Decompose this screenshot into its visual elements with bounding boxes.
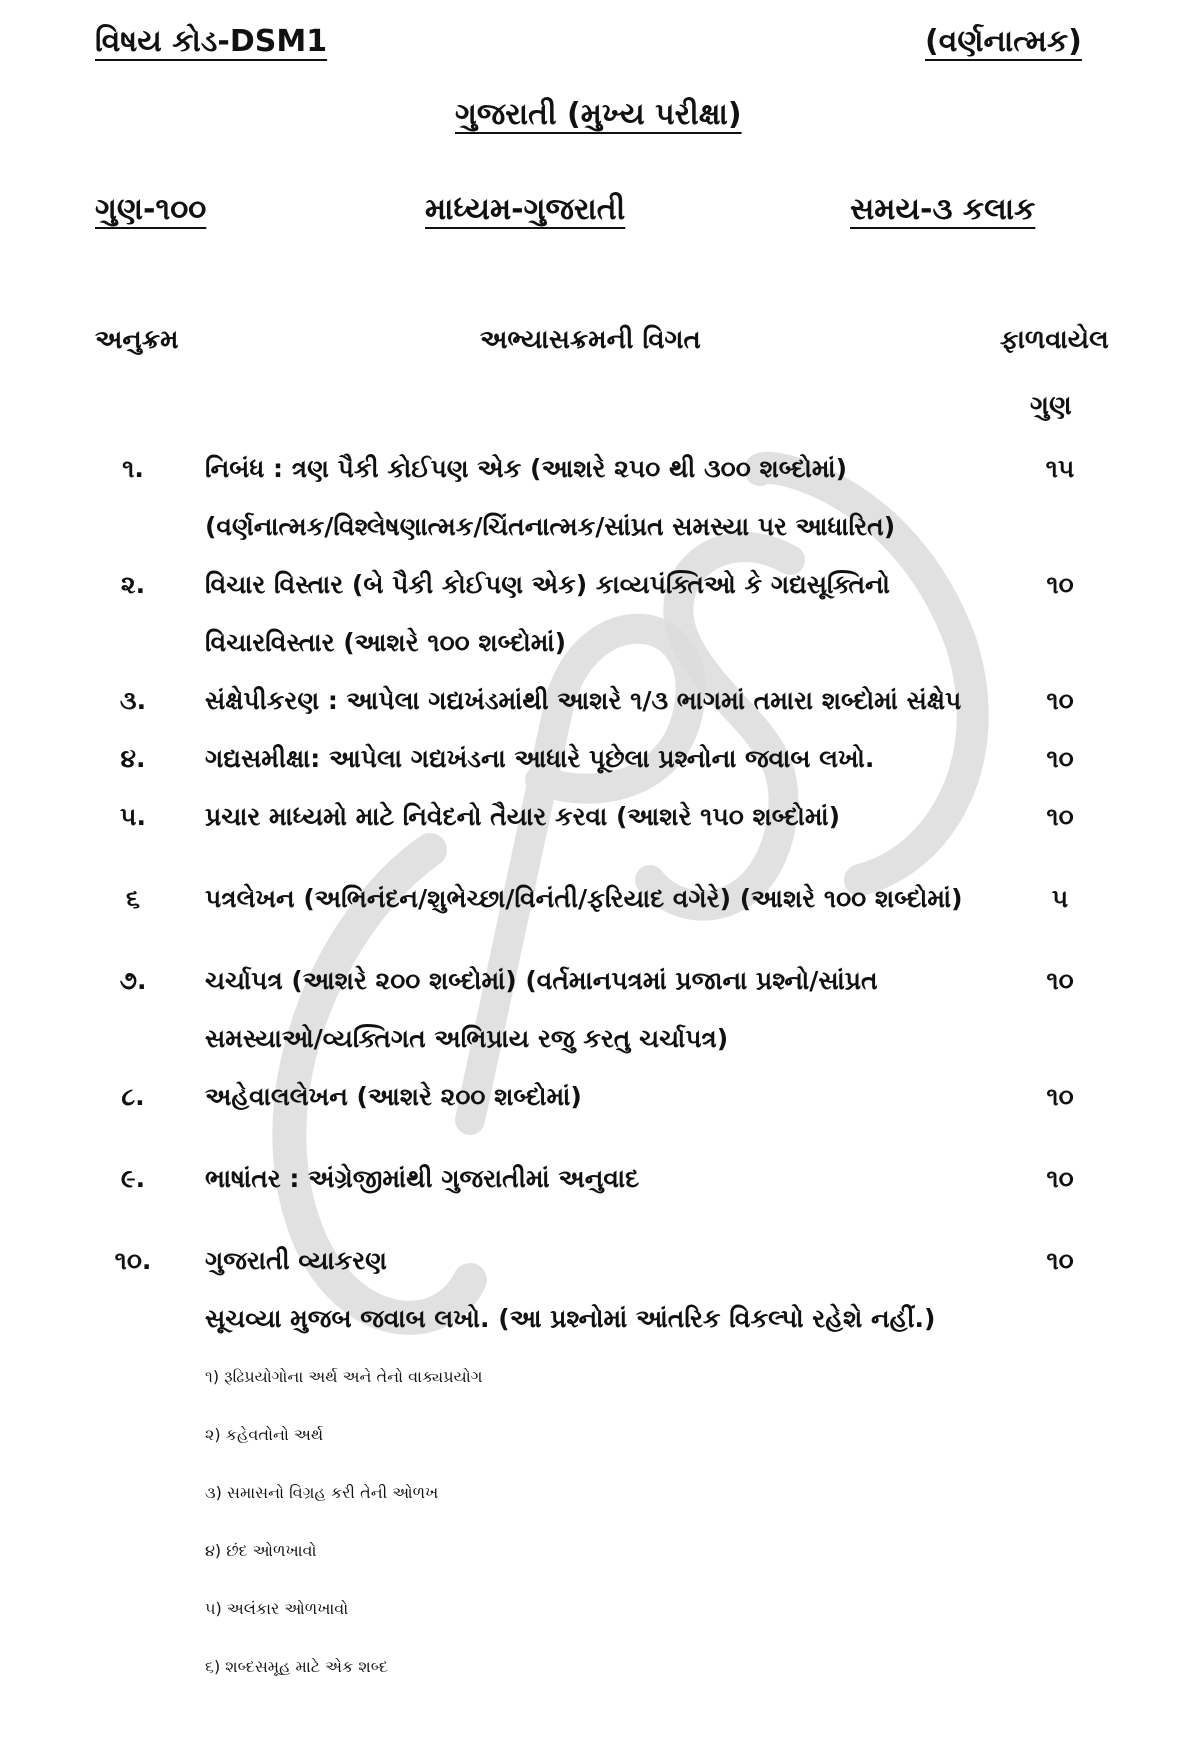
row-marks: ૧૦ <box>1046 686 1074 715</box>
row-marks: ૧૦ <box>1046 802 1074 831</box>
row-marks: ૧૦ <box>1046 1246 1074 1275</box>
row-text: ગુજરાતી વ્યાકરણ <box>205 1246 387 1275</box>
grammar-item: ૫) અલંકાર ઓળખાવો <box>205 1599 349 1618</box>
table-row <box>0 1068 1200 1126</box>
table-row <box>0 730 1200 788</box>
row-number: ૭. <box>119 966 147 995</box>
subject-code: વિષય કોડ-DSM1 <box>95 24 328 59</box>
row-text: ચર્ચાપત્ર (આશરે ૨૦૦ શબ્દોમાં) (વર્તમાનપત્રમાં પ્રજાના પ્રશ્નો/સાંપ્રત <box>205 966 878 995</box>
row-text: પ્રચાર માધ્યમો માટે નિવેદનો તૈયાર કરવા (આશરે ૧૫૦ શબ્દોમાં) <box>205 802 841 831</box>
list-item <box>0 1638 1200 1696</box>
table-row <box>0 440 1200 556</box>
row-marks: ૫ <box>1051 884 1069 913</box>
row-text: વિચાર વિસ્તાર (બે પૈકી કોઈપણ એક) કાવ્યપંક્તિઓ કે ગદ્યસૂક્તિનો <box>205 570 890 599</box>
col-marks: ગુણ <box>1030 391 1072 421</box>
grammar-item: ૧) રૂઢિપ્રયોગોના અર્થ અને તેનો વાક્યપ્રયોગ <box>205 1367 483 1386</box>
table-row <box>0 1232 1200 1348</box>
row-text: સંક્ષેપીકરણ : આપેલા ગદ્યખંડમાંથી આશરે ૧/૩ ભાગમાં તમારા શબ્દોમાં સંક્ષેપ <box>205 686 962 715</box>
grammar-item: ૬) શબ્દસમૂહ માટે એક શબ્દ <box>205 1657 388 1676</box>
list-item <box>0 1406 1200 1464</box>
row-number: ૯. <box>120 1164 146 1193</box>
list-item <box>0 1464 1200 1522</box>
table-row <box>0 788 1200 846</box>
grammar-item: ૪) છંદ ઓળખાવો <box>205 1541 317 1560</box>
row-text: સમસ્યાઓ/વ્યક્તિગત અભિપ્રાય રજુ કરતુ ચર્ચાપત્ર) <box>205 1024 729 1053</box>
row-marks: ૧૦ <box>1046 966 1074 995</box>
table-row <box>0 672 1200 730</box>
grammar-item: ૨) કહેવતોનો અર્થ <box>205 1425 324 1444</box>
paper-type: (વર્ણનાત્મક) <box>925 24 1082 59</box>
row-text: ગદ્યસમીક્ષા: આપેલા ગદ્યખંડના આધારે પૂછેલા પ્રશ્નોના જવાબ લખો. <box>205 744 875 773</box>
col-serial: અનુક્રમ <box>95 325 179 355</box>
row-marks: ૧૦ <box>1046 1164 1074 1193</box>
grammar-item: ૩) સમાસનો વિગ્રહ કરી તેની ઓળખ <box>205 1483 439 1502</box>
row-number: ૮. <box>121 1082 145 1111</box>
table-row <box>0 556 1200 672</box>
row-text: વિચારવિસ્તાર (આશરે ૧૦૦ શબ્દોમાં) <box>205 628 566 657</box>
medium: માધ્યમ-ગુજરાતી <box>425 192 626 227</box>
row-number: ૧. <box>122 454 144 483</box>
list-item <box>0 1522 1200 1580</box>
row-marks: ૧૦ <box>1046 570 1074 599</box>
row-number: ૪. <box>120 744 146 773</box>
row-marks: ૧૫ <box>1045 454 1075 483</box>
total-marks: ગુણ-૧૦૦ <box>95 192 207 227</box>
row-text: અહેવાલલેખન (આશરે ૨૦૦ શબ્દોમાં) <box>205 1082 582 1111</box>
list-item <box>0 1348 1200 1406</box>
col-details: અભ્યાસક્રમની વિગત <box>480 325 701 355</box>
list-item <box>0 1580 1200 1638</box>
row-number: ૧૦. <box>114 1246 152 1275</box>
row-text: ભાષાંતર : અંગ્રેજીમાંથી ગુજરાતીમાં અનુવાદ <box>205 1164 640 1193</box>
row-text: (વર્ણનાત્મક/વિશ્લેષણાત્મક/ચિંતનાત્મક/સાંપ્રત સમસ્યા પર આધારિત) <box>205 512 896 541</box>
paper-title: ગુજરાતી (મુખ્ય પરીક્ષા) <box>455 97 742 132</box>
row-number: ૬ <box>125 884 140 913</box>
row-marks: ૧૦ <box>1046 744 1074 773</box>
duration: સમય-૩ કલાક <box>850 192 1036 227</box>
row-text: પત્રલેખન (અભિનંદન/શુભેચ્છા/વિનંતી/ફરિયાદ વગેરે) (આશરે ૧૦૦ શબ્દોમાં) <box>205 884 963 913</box>
row-text: સૂચવ્યા મુજબ જવાબ લખો. (આ પ્રશ્નોમાં આંતરિક વિકલ્પો રહેશે નહીં.) <box>205 1304 936 1333</box>
row-number: ૨. <box>120 570 146 599</box>
row-text: નિબંધ : ત્રણ પૈકી કોઈપણ એક (આશરે ૨૫૦ થી ૩૦૦ શબ્દોમાં) <box>205 454 848 483</box>
row-number: ૫. <box>120 802 146 831</box>
row-number: ૩. <box>119 686 147 715</box>
table-row <box>0 870 1200 928</box>
table-row <box>0 952 1200 1068</box>
row-marks: ૧૦ <box>1046 1082 1074 1111</box>
col-allotted: ફાળવાયેલ <box>1000 325 1109 355</box>
table-row <box>0 1150 1200 1208</box>
syllabus-table <box>0 440 1200 1696</box>
